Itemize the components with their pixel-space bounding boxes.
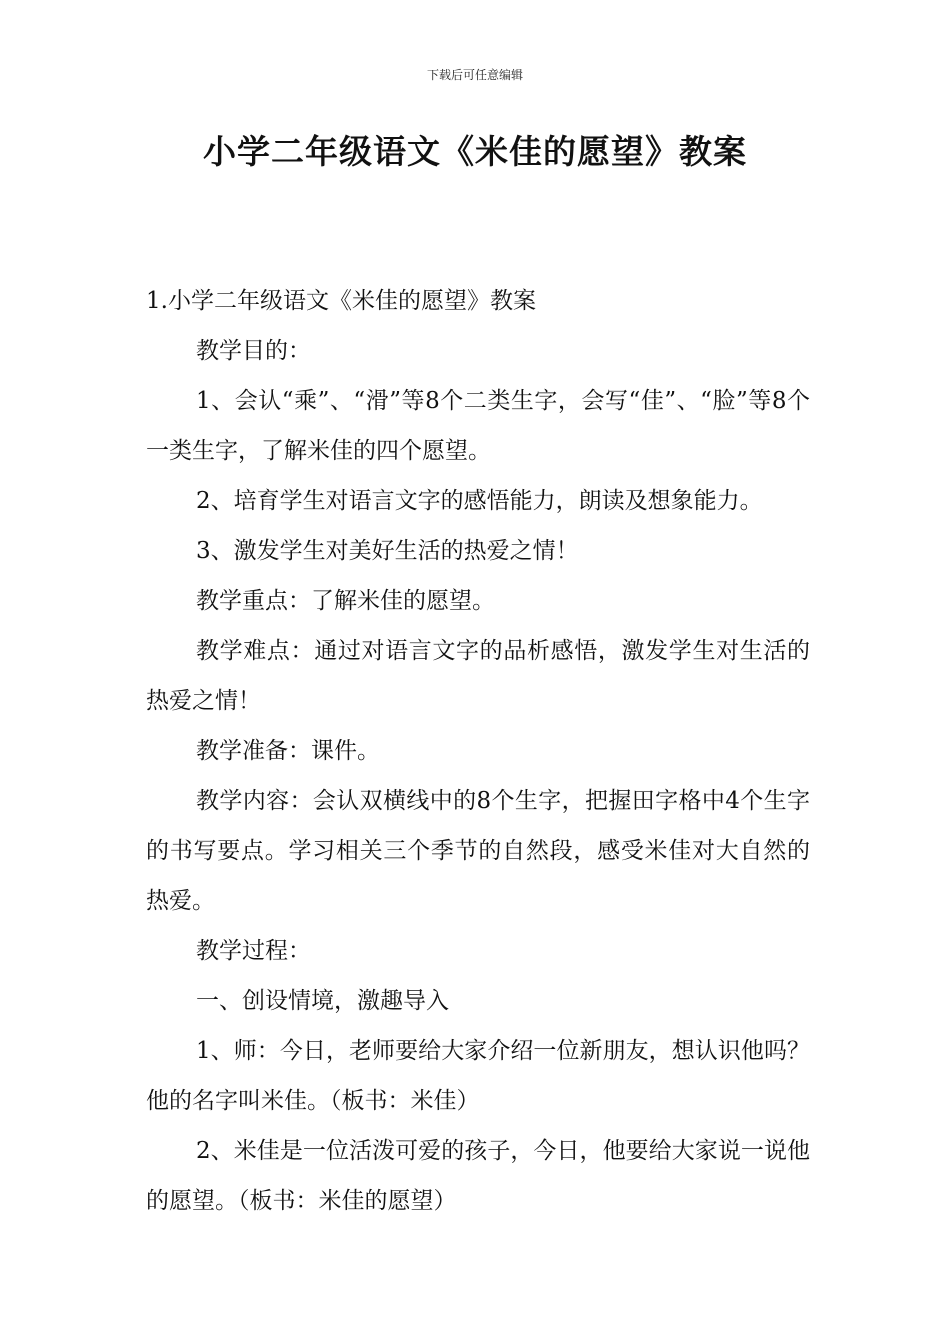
paragraph-key-point: 教学重点：了解米佳的愿望。	[196, 588, 495, 614]
paragraph-step-heading: 一、创设情境，激趣导入	[196, 988, 449, 1014]
paragraph-goal-3: 3、激发学生对美好生活的热爱之情！	[196, 538, 579, 564]
paragraph-goal-1: 1、会认“乘”、“滑”等8个二类生字，会写“佳”、“脸”等8个一类生字，了解米佳的四个愿望。	[146, 388, 810, 464]
document-title: 小学二年级语文《米佳的愿望》教案	[203, 132, 747, 171]
paragraph-difficulty: 教学难点：通过对语言文字的品析感悟，激发学生对生活的热爱之情！	[146, 638, 810, 714]
paragraph-step-2: 2、米佳是一位活泼可爱的孩子，今日，他要给大家说一说他的愿望。（板书：米佳的愿望）	[146, 1138, 810, 1214]
paragraph-goal-2: 2、培育学生对语言文字的感悟能力，朗读及想象能力。	[196, 488, 763, 514]
paragraph-teaching-goals-label: 教学目的：	[196, 338, 311, 364]
paragraph-step-1: 1、师：今日，老师要给大家介绍一位新朋友，想认识他吗？他的名字叫米佳。（板书：米佳）	[146, 1038, 810, 1114]
page-header-note: 下载后可任意编辑	[426, 68, 523, 82]
document-body	[146, 276, 810, 1226]
section-heading: 1.小学二年级语文《米佳的愿望》教案	[146, 288, 536, 314]
paragraph-content: 教学内容：会认双横线中的8个生字，把握田字格中4个生字的书写要点。学习相关三个季节的自然段，感受米佳对大自然的热爱。	[146, 788, 810, 914]
paragraph-process-label: 教学过程：	[196, 938, 311, 964]
paragraph-preparation: 教学准备：课件。	[196, 738, 380, 764]
